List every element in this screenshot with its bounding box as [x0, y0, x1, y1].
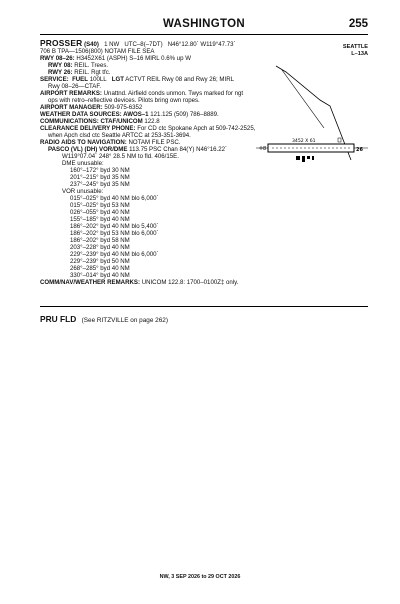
- runway-08-label: RWY 08:: [48, 62, 73, 69]
- weather-label: WEATHER DATA SOURCES: AWOS–1: [40, 111, 149, 118]
- runway-end-08-label: 8: [263, 146, 267, 152]
- remarks-label: AIRPORT REMARKS:: [40, 90, 102, 97]
- vor-item: 203°–228° byd 40 NM: [70, 244, 130, 251]
- service-cont: Rwy 08–26—CTAF.: [48, 83, 102, 90]
- page-header: [40, 14, 368, 34]
- airport-diagram: [256, 64, 368, 192]
- remarks-line1: [40, 90, 280, 97]
- airport-location: 1 NW: [104, 41, 120, 48]
- dme-item: 160°–172° byd 30 NM: [70, 167, 130, 174]
- manager-phone: 509-975-6352: [104, 104, 143, 111]
- vor-item: 015°–025° byd 40 NM blo 6,000´: [70, 195, 159, 202]
- vor-item: 186°–202° byd 58 NM: [70, 237, 130, 244]
- commnav-text: UNICOM 122.8: 1700–0100Z‡ only.: [141, 279, 239, 286]
- radio-label: RADIO AIDS TO NAVIGATION:: [40, 139, 127, 146]
- fuel-value: 100LL: [89, 76, 107, 83]
- runway-end-26-label: 26: [356, 147, 363, 153]
- runway-08-text: REIL. Trees.: [74, 62, 109, 69]
- fuel-label: FUEL: [72, 76, 88, 83]
- vor-item: 330°–014° byd 40 NM: [70, 272, 130, 279]
- comms-line: [40, 118, 280, 125]
- vor-item: 229°–239° byd 50 NM: [70, 258, 130, 265]
- lgt-label: LGT: [111, 76, 124, 83]
- chart-ref-seattle: SEATTLE: [342, 44, 368, 50]
- vor-item: 229°–239° byd 40 NM blo 6,000´: [70, 251, 159, 258]
- pasco-label: PASCO (VL) (DH) VOR/DME: [48, 146, 128, 153]
- header-rule: [40, 34, 368, 35]
- windsock-icon: [338, 138, 341, 142]
- commnav-label: COMM/NAV/WEATHER REMARKS:: [40, 279, 140, 286]
- state-title: WASHINGTON: [162, 18, 245, 30]
- pru-fld-ref: (See RITZVILLE on page 262): [81, 317, 168, 324]
- vor-item: 268°–285° byd 40 NM: [70, 265, 130, 272]
- pru-fld-code: PRU FLD: [40, 314, 77, 324]
- section-rule: [40, 306, 368, 307]
- dme-item: 237°–245° byd 35 NM: [70, 181, 130, 188]
- dme-title: DME unusable:: [62, 160, 104, 167]
- airport-id: (S40): [84, 41, 99, 48]
- comms-freq: 122.8: [144, 118, 160, 125]
- runway-26: [40, 69, 280, 76]
- radio-line: [40, 139, 280, 146]
- weather-line: [40, 111, 280, 118]
- comms-label: COMMUNICATIONS: CTAF/UNICOM: [40, 118, 143, 125]
- dme-item: 201°–215° byd 35 NM: [70, 174, 130, 181]
- pasco-text1: 113.75 PSC Chan 84(Y) N46°16.22´: [129, 146, 228, 153]
- airport-name: PROSSER: [40, 38, 83, 48]
- lgt-value: ACTVT REIL Rwy 08 and Rwy 26; MIRL: [125, 76, 234, 83]
- chart-reference: [343, 44, 368, 58]
- building-icon: [312, 156, 314, 160]
- vor-title: VOR unusable:: [62, 188, 104, 195]
- weather-text: 121.125 (509) 786–8889.: [150, 111, 219, 118]
- runway-08: [40, 62, 280, 69]
- clearance-line1: [40, 125, 280, 132]
- vor-item: 186°–202° byd 40 NM blo 5,400´: [70, 223, 159, 230]
- service-line: [40, 76, 280, 83]
- remarks-line2: ops with retro–reflective devices. Pilots bring own ropes.: [48, 97, 200, 104]
- building-icon: [296, 156, 300, 160]
- airport-utc: UTC–8(–7DT): [124, 41, 163, 48]
- runway-26-text: REIL. Rgt tfc.: [74, 69, 111, 76]
- commnav-line: [40, 279, 280, 286]
- pasco-line1: [40, 146, 280, 153]
- remarks-text1: Unattnd. Airfield conds unmon. Twys marked for ngt: [103, 90, 244, 97]
- runway-0826: [40, 55, 280, 62]
- vor-item: 155°–185° byd 40 NM: [70, 216, 130, 223]
- vor-item: 186°–202° byd 53 NM blo 6,000´: [70, 230, 159, 237]
- pasco-line2: W119°07.04´ 248° 28.5 NM to fld. 406/15E.: [62, 153, 179, 160]
- page-number: 255: [348, 18, 368, 30]
- building-icon: [307, 156, 310, 159]
- airport-entry: [40, 40, 280, 286]
- chart-ref-l13a: L–13A: [351, 51, 368, 57]
- clearance-line2: when Apch clsd ctc Seattle ARTCC at 253-351-3694.: [48, 132, 191, 139]
- manager-label: AIRPORT MANAGER:: [40, 104, 103, 111]
- airport-title-line: [40, 40, 280, 48]
- building-icon: [302, 156, 305, 162]
- runway-dimension-label: 3452 X 61: [292, 139, 316, 144]
- clearance-text1: For CD ctc Spokane Apch at 509-742-2525,: [137, 125, 256, 132]
- pru-fld-entry: [40, 314, 368, 324]
- airport-coords: N46°12.80´ W119°47.73´: [167, 41, 236, 48]
- runway-0826-label: RWY 08–26:: [40, 55, 75, 62]
- radio-text: NOTAM FILE PSC.: [128, 139, 181, 146]
- runway-26-label: RWY 26:: [48, 69, 73, 76]
- clearance-label: CLEARANCE DELIVERY PHONE:: [40, 125, 136, 132]
- service-label: SERVICE:: [40, 76, 69, 83]
- runway-0826-text: H3452X61 (ASPH) S–16 MIRL 0.6% up W: [76, 55, 191, 62]
- airport-diagram-svg: [256, 64, 368, 192]
- vor-item: 015°–025° byd 53 NM: [70, 202, 130, 209]
- airport-line2: 706 B TPA—1506(800) NOTAM FILE SEA: [40, 48, 155, 55]
- manager-line: [40, 104, 280, 111]
- road-line: [282, 70, 324, 128]
- vor-item: 026°–055° byd 40 NM: [70, 209, 130, 216]
- page-footer: NW, 3 SEP 2026 to 29 OCT 2026: [159, 574, 241, 580]
